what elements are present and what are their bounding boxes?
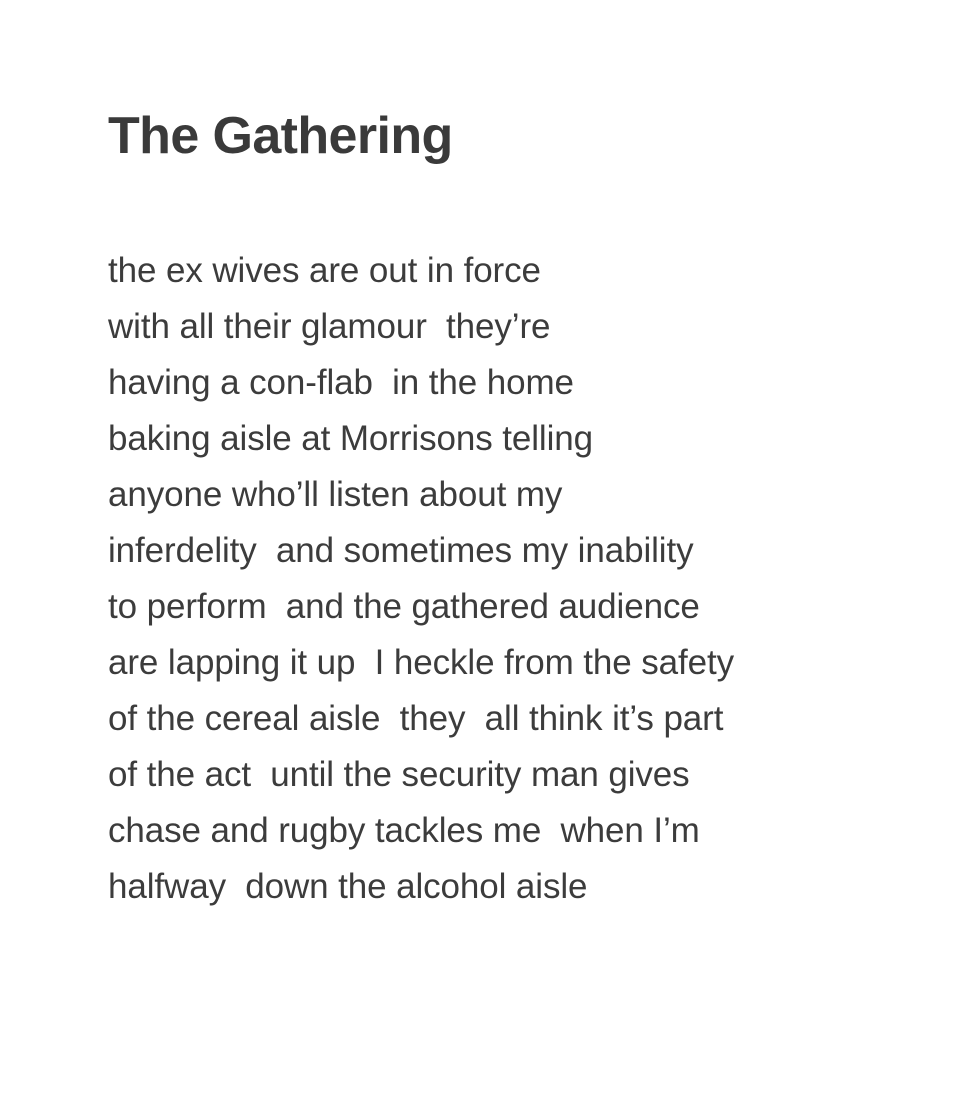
poem-line: to perform and the gathered audience (108, 587, 700, 627)
poem-line: with all their glamour they’re (108, 307, 551, 347)
poem-line: of the act until the security man gives (108, 755, 690, 795)
poem-line: halfway down the alcohol aisle (108, 867, 588, 907)
poem-line: the ex wives are out in force (108, 251, 541, 291)
poem-line: anyone who’ll listen about my (108, 475, 563, 515)
page-title: The Gathering (108, 107, 453, 165)
poem-line: chase and rugby tackles me when I’m (108, 811, 700, 851)
poem-body (108, 243, 855, 915)
poem-line: of the cereal aisle they all think it’s part (108, 699, 724, 739)
poem-line: baking aisle at Morrisons telling (108, 419, 593, 459)
poem-line: are lapping it up I heckle from the safety (108, 643, 735, 683)
poem-line: having a con-flab in the home (108, 363, 574, 403)
poem-line: inferdelity and sometimes my inability (108, 531, 694, 571)
